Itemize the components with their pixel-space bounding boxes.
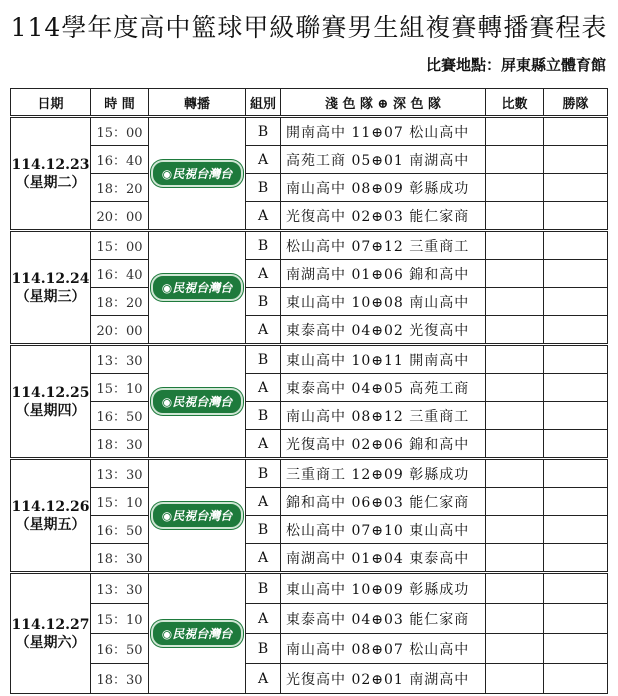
column-header: 比數 <box>486 89 544 117</box>
group-cell: B <box>246 634 281 664</box>
date-cell <box>11 117 91 231</box>
table-row <box>11 604 608 634</box>
score-cell <box>486 202 544 231</box>
weekday: （星期六） <box>15 634 86 651</box>
day-group <box>11 117 608 231</box>
time-cell: 15：10 <box>91 488 149 516</box>
match-cell: 光復高中 02⊕01 南湖高中 <box>281 664 486 694</box>
score-cell <box>486 146 544 174</box>
winner-cell <box>544 664 608 694</box>
table-row <box>11 345 608 374</box>
broadcast-cell <box>149 345 246 459</box>
table-row <box>11 117 608 146</box>
group-cell: A <box>246 202 281 231</box>
table-row <box>11 231 608 260</box>
table-row <box>11 544 608 573</box>
column-header: 日期 <box>11 89 91 117</box>
score-cell <box>486 459 544 488</box>
group-cell: B <box>246 231 281 260</box>
score-cell <box>486 231 544 260</box>
score-cell <box>486 374 544 402</box>
time-cell: 13：30 <box>91 459 149 488</box>
group-cell: A <box>246 374 281 402</box>
table-row <box>11 374 608 402</box>
match-cell: 松山高中 07⊕10 東山高中 <box>281 516 486 544</box>
table-row <box>11 260 608 288</box>
broadcast-cell <box>149 231 246 345</box>
score-cell <box>486 345 544 374</box>
table-row <box>11 316 608 345</box>
match-cell: 松山高中 07⊕12 三重商工 <box>281 231 486 260</box>
date: 114.12.26 <box>11 498 90 515</box>
score-cell <box>486 516 544 544</box>
group-cell: A <box>246 604 281 634</box>
score-cell <box>486 288 544 316</box>
score-cell <box>486 402 544 430</box>
ftv-taiwan-logo: ◉民視台灣台 <box>151 160 243 187</box>
group-cell: A <box>246 430 281 459</box>
time-cell: 16：40 <box>91 260 149 288</box>
date-cell <box>11 573 91 694</box>
group-cell: A <box>246 488 281 516</box>
match-cell: 東泰高中 04⊕03 能仁家商 <box>281 604 486 634</box>
ftv-taiwan-logo: ◉民視台灣台 <box>151 274 243 301</box>
match-cell: 三重商工 12⊕09 彰縣成功 <box>281 459 486 488</box>
group-cell: A <box>246 260 281 288</box>
group-cell: B <box>246 516 281 544</box>
time-cell: 15：00 <box>91 231 149 260</box>
time-cell: 16：50 <box>91 634 149 664</box>
winner-cell <box>544 459 608 488</box>
broadcast-cell <box>149 573 246 694</box>
score-cell <box>486 174 544 202</box>
time-cell: 20：00 <box>91 202 149 231</box>
date-cell <box>11 345 91 459</box>
match-cell: 開南高中 11⊕07 松山高中 <box>281 117 486 146</box>
weekday: （星期三） <box>15 288 86 305</box>
venue-label: 比賽地點：屏東縣立體育館 <box>425 56 606 74</box>
winner-cell <box>544 634 608 664</box>
score-cell <box>486 634 544 664</box>
score-cell <box>486 604 544 634</box>
score-cell <box>486 573 544 604</box>
day-group <box>11 345 608 459</box>
winner-cell <box>544 573 608 604</box>
winner-cell <box>544 488 608 516</box>
winner-cell <box>544 231 608 260</box>
winner-cell <box>544 345 608 374</box>
winner-cell <box>544 117 608 146</box>
match-cell: 南山高中 08⊕07 松山高中 <box>281 634 486 664</box>
date-cell <box>11 231 91 345</box>
group-cell: A <box>246 664 281 694</box>
table-row <box>11 402 608 430</box>
score-cell <box>486 316 544 345</box>
time-cell: 13：30 <box>91 345 149 374</box>
time-cell: 13：30 <box>91 573 149 604</box>
time-cell: 20：00 <box>91 316 149 345</box>
day-group <box>11 459 608 573</box>
time-cell: 18：30 <box>91 664 149 694</box>
winner-cell <box>544 316 608 345</box>
score-cell <box>486 117 544 146</box>
group-cell: B <box>246 174 281 202</box>
table-row <box>11 573 608 604</box>
winner-cell <box>544 604 608 634</box>
column-header: 勝隊 <box>544 89 608 117</box>
column-header: 轉播 <box>149 89 246 117</box>
score-cell <box>486 488 544 516</box>
group-cell: A <box>246 544 281 573</box>
broadcast-cell <box>149 117 246 231</box>
match-cell: 南山高中 08⊕09 彰縣成功 <box>281 174 486 202</box>
match-cell: 高苑工商 05⊕01 南湖高中 <box>281 146 486 174</box>
table-row <box>11 202 608 231</box>
time-cell: 18：30 <box>91 544 149 573</box>
table-row <box>11 664 608 694</box>
group-cell: B <box>246 402 281 430</box>
table-row <box>11 516 608 544</box>
match-cell: 東山高中 10⊕11 開南高中 <box>281 345 486 374</box>
date: 114.12.25 <box>11 384 90 401</box>
time-cell: 18：20 <box>91 174 149 202</box>
match-cell: 東泰高中 04⊕05 高苑工商 <box>281 374 486 402</box>
group-cell: A <box>246 316 281 345</box>
date: 114.12.23 <box>11 156 90 173</box>
group-cell: B <box>246 459 281 488</box>
score-cell <box>486 260 544 288</box>
table-row <box>11 488 608 516</box>
table-row <box>11 459 608 488</box>
winner-cell <box>544 516 608 544</box>
time-cell: 15：00 <box>91 117 149 146</box>
ftv-taiwan-logo: ◉民視台灣台 <box>151 502 243 529</box>
match-cell: 東山高中 10⊕08 南山高中 <box>281 288 486 316</box>
ftv-taiwan-logo: ◉民視台灣台 <box>151 388 243 415</box>
group-cell: B <box>246 117 281 146</box>
group-cell: A <box>246 146 281 174</box>
weekday: （星期五） <box>15 516 86 533</box>
winner-cell <box>544 146 608 174</box>
table-row <box>11 288 608 316</box>
winner-cell <box>544 374 608 402</box>
weekday: （星期四） <box>15 402 86 419</box>
winner-cell <box>544 402 608 430</box>
time-cell: 16：50 <box>91 516 149 544</box>
group-cell: B <box>246 288 281 316</box>
broadcast-cell <box>149 459 246 573</box>
time-cell: 15：10 <box>91 604 149 634</box>
column-header: 時 間 <box>91 89 149 117</box>
date-cell <box>11 459 91 573</box>
group-cell: B <box>246 345 281 374</box>
match-cell: 南湖高中 01⊕04 東泰高中 <box>281 544 486 573</box>
match-cell: 光復高中 02⊕03 能仁家商 <box>281 202 486 231</box>
time-cell: 16：40 <box>91 146 149 174</box>
time-cell: 18：20 <box>91 288 149 316</box>
match-cell: 錦和高中 06⊕03 能仁家商 <box>281 488 486 516</box>
winner-cell <box>544 202 608 231</box>
winner-cell <box>544 260 608 288</box>
day-group <box>11 231 608 345</box>
schedule-table <box>10 88 608 694</box>
match-cell: 東山高中 10⊕09 彰縣成功 <box>281 573 486 604</box>
score-cell <box>486 430 544 459</box>
score-cell <box>486 664 544 694</box>
table-row <box>11 634 608 664</box>
table-row <box>11 174 608 202</box>
match-cell: 南山高中 08⊕12 三重商工 <box>281 402 486 430</box>
date: 114.12.24 <box>11 270 90 287</box>
column-header: 淺 色 隊 ⊕ 深 色 隊 <box>281 89 486 117</box>
time-cell: 18：30 <box>91 430 149 459</box>
score-cell <box>486 544 544 573</box>
ftv-taiwan-logo: ◉民視台灣台 <box>151 620 243 647</box>
day-group <box>11 573 608 694</box>
winner-cell <box>544 544 608 573</box>
date: 114.12.27 <box>11 616 90 633</box>
time-cell: 16：50 <box>91 402 149 430</box>
page-title: 114學年度高中籃球甲級聯賽男生組複賽轉播賽程表 <box>10 13 608 42</box>
group-cell: B <box>246 573 281 604</box>
table-row <box>11 430 608 459</box>
winner-cell <box>544 174 608 202</box>
time-cell: 15：10 <box>91 374 149 402</box>
match-cell: 東泰高中 04⊕02 光復高中 <box>281 316 486 345</box>
match-cell: 南湖高中 01⊕06 錦和高中 <box>281 260 486 288</box>
winner-cell <box>544 288 608 316</box>
winner-cell <box>544 430 608 459</box>
table-row <box>11 146 608 174</box>
match-cell: 光復高中 02⊕06 錦和高中 <box>281 430 486 459</box>
column-header: 組別 <box>246 89 281 117</box>
weekday: （星期二） <box>15 174 86 191</box>
